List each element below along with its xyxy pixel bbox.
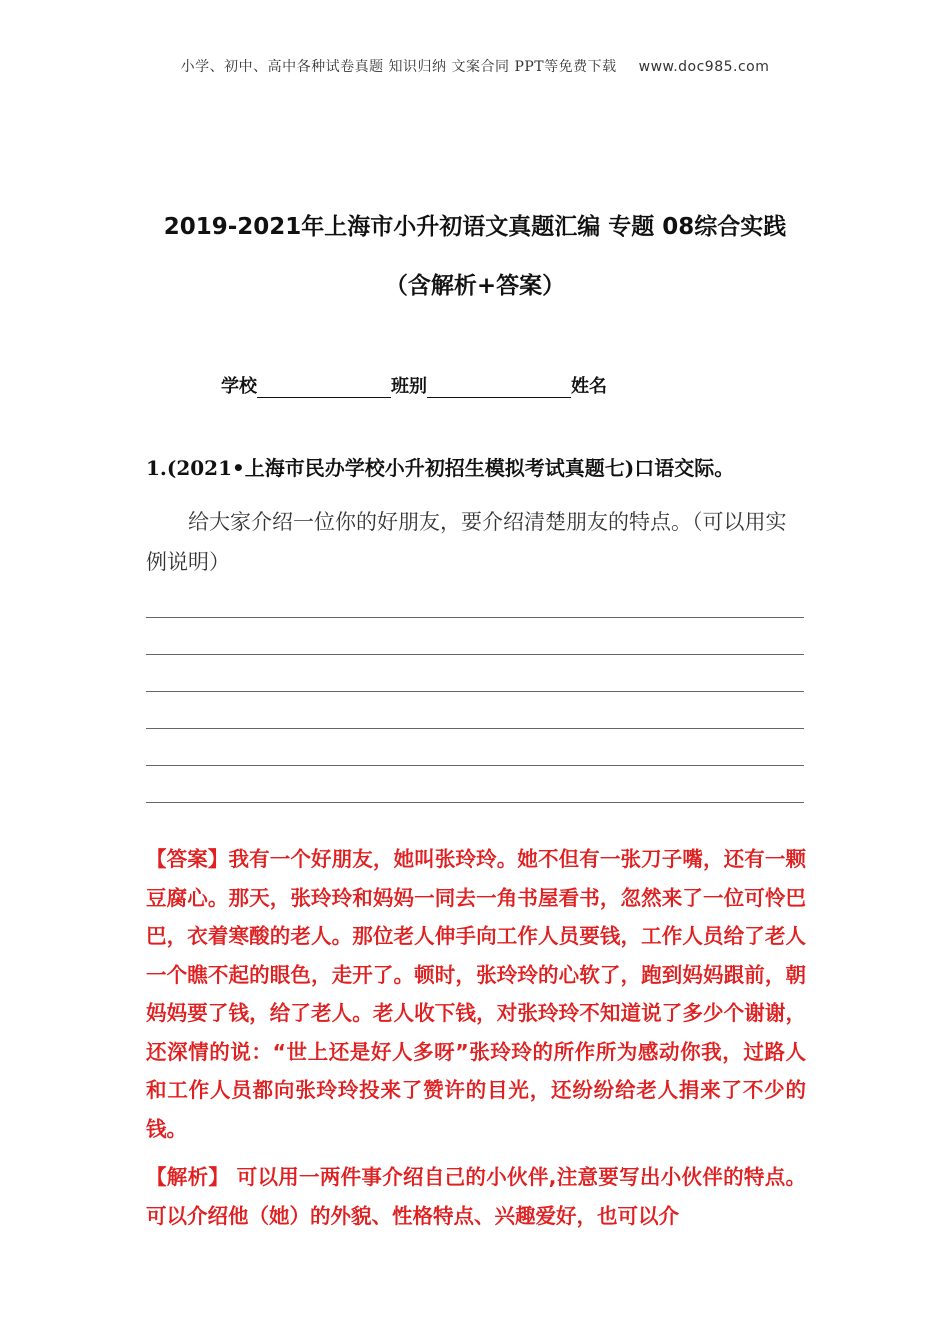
answer-tag: 【答案】	[146, 847, 229, 871]
analysis-block	[146, 1158, 806, 1235]
school-blank	[257, 379, 391, 398]
writing-line	[146, 617, 804, 618]
school-label: 学校	[221, 376, 257, 397]
document-title-line2: （含解析+答案）	[384, 273, 566, 299]
class-blank	[427, 379, 571, 398]
name-label: 姓名	[571, 376, 607, 397]
answer-block	[146, 840, 806, 1148]
header-url[interactable]: www.doc985.com	[638, 59, 770, 75]
answer-text: 我有一个好朋友，她叫张玲玲。她不但有一张刀子嘴，还有一颗豆腐心。那天，张玲玲和妈妈一同去一角书屋看书，忽然来了一位可怜巴巴，衣着寒酸的老人。那位老人伸手向工作人员要钱，工作人员给了老人一个瞧不起的眼色，走开了。顿时，张玲玲的心软了，跑到妈妈跟前，朝妈妈要了钱，给了老人。老人收下钱，对张玲玲不知道说了多少个谢谢，还深情的说：“世上还是好人多呀”张玲玲的所作所为感动你我，过路人和工作人员都向张玲玲投来了赞许的目光，还纷纷给老人捐来了不少的钱。	[146, 847, 807, 1141]
writing-line	[146, 728, 804, 729]
answer-writing-lines	[146, 617, 804, 839]
class-label: 班别	[391, 376, 427, 397]
document-title-line1: 2019-2021年上海市小升初语文真题汇编 专题 08综合实践	[163, 214, 787, 240]
writing-line	[146, 691, 804, 692]
analysis-tag: 【解析】	[146, 1165, 230, 1189]
question-1-heading: 1.(2021•上海市民办学校小升初招生模拟考试真题七)口语交际。	[146, 456, 735, 480]
question-1-prompt: 给大家介绍一位你的好朋友，要介绍清楚朋友的特点。（可以用实例说明）	[146, 510, 787, 574]
writing-line	[146, 802, 804, 803]
writing-line	[146, 654, 804, 655]
header-tagline: 小学、初中、高中各种试卷真题 知识归纳 文案合同 PPT等免费下载	[180, 59, 617, 75]
writing-line	[146, 765, 804, 766]
analysis-text: 可以用一两件事介绍自己的小伙伴,注意要写出小伙伴的特点。可以介绍他（她）的外貌、性格特点、兴趣爱好，也可以介	[146, 1165, 806, 1228]
page-header	[0, 56, 950, 76]
student-info-row	[221, 372, 607, 398]
